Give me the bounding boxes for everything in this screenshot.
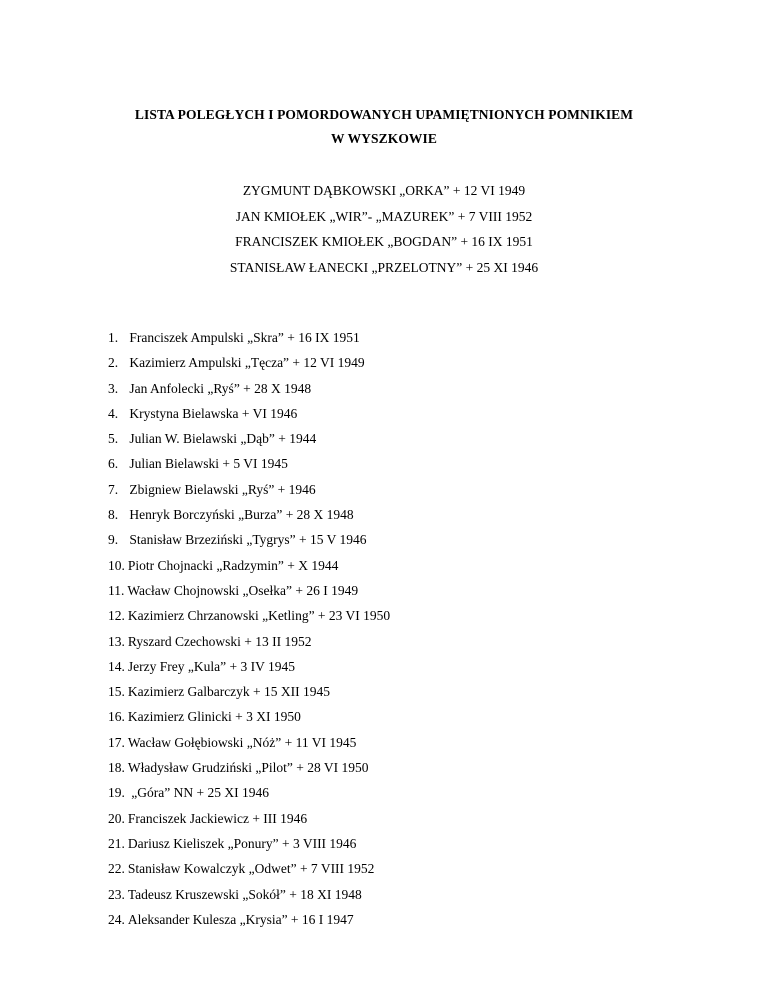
document-title: LISTA POLEGŁYCH I POMORDOWANYCH UPAMIĘTNIONYCH POMNIKIEM [134,107,634,122]
item-text: Kazimierz Glinicki + 3 XI 1950 [127,709,301,725]
item-number: 14. [108,658,125,674]
item-number: 21. [108,835,125,851]
honoree-item: FRANCISZEK KMIOŁEK „BOGDAN” + 16 IX 1951 [235,234,533,249]
item-number: 1. [108,330,119,345]
list-item [108,376,708,401]
list-item [108,578,708,603]
item-number: 2. [108,355,119,371]
list-item [108,780,708,805]
item-text: Franciszek Ampulski „Skra” + 16 IX 1951 [129,330,360,345]
item-number: 20. [108,810,125,826]
item-number: 7. [108,481,119,497]
item-number: 17. [108,734,125,750]
item-text: Zbigniew Bielawski „Ryś” + 1946 [129,481,316,497]
list-item [108,831,708,856]
item-number: 10. [108,557,125,573]
item-text: Julian W. Bielawski „Dąb” + 1944 [129,431,317,447]
item-number: 12. [108,608,125,624]
item-text: Piotr Chojnacki „Radzymin” + X 1944 [127,557,339,573]
item-number: 19. [108,785,125,801]
item-number: 15. [108,684,125,700]
item-text: „Góra” NN + 25 XI 1946 [127,785,269,801]
list-item [108,704,708,729]
item-text: Wacław Gołębiowski „Nóż” + 11 VI 1945 [127,734,357,750]
list-item [108,806,708,831]
list-item [108,350,708,375]
list-item [108,553,708,578]
list-item [108,477,708,502]
item-number: 22. [108,861,125,877]
item-number: 23. [108,886,125,902]
item-number: 8. [108,507,119,523]
item-text: Ryszard Czechowski + 13 II 1952 [127,633,312,649]
item-number: 24. [108,911,125,927]
item-number: 3. [108,380,119,396]
item-number: 18. [108,760,125,776]
item-text: Władysław Grudziński „Pilot” + 28 VI 1950 [127,760,369,776]
item-text: Stanisław Kowalczyk „Odwet” + 7 VIII 1952 [127,861,375,877]
item-text: Kazimierz Ampulski „Tęcza” + 12 VI 1949 [129,355,365,371]
item-text: Wacław Chojnowski „Osełka” + 26 I 1949 [127,582,359,598]
list-item [108,527,708,552]
item-text: Franciszek Jackiewicz + III 1946 [127,810,308,826]
item-text: Aleksander Kulesza „Krysia” + 16 I 1947 [127,911,354,927]
list-item [108,502,708,527]
list-item [108,654,708,679]
list-item [108,325,708,350]
honoree-item: JAN KMIOŁEK „WIR”- „MAZUREK” + 7 VIII 1952 [235,208,533,224]
honoree-list [0,178,768,280]
item-text: Julian Bielawski + 5 VI 1945 [129,456,288,472]
item-number: 11. [108,582,125,598]
list-item [108,603,708,628]
item-number: 16. [108,709,125,725]
list-item [108,629,708,654]
item-text: Henryk Borczyński „Burza” + 28 X 1948 [129,507,354,523]
item-text: Dariusz Kieliszek „Ponury” + 3 VIII 1946 [127,835,357,851]
item-text: Krystyna Bielawska + VI 1946 [129,405,298,421]
document-subtitle: W WYSZKOWIE [330,131,437,146]
item-text: Tadeusz Kruszewski „Sokół” + 18 XI 1948 [127,886,362,902]
list-item [108,907,708,932]
list-item [108,401,708,426]
item-text: Jan Anfolecki „Ryś” + 28 X 1948 [129,380,312,396]
list-item [108,856,708,881]
honoree-item: ZYGMUNT DĄBKOWSKI „ORKA” + 12 VI 1949 [242,183,526,198]
list-item [108,426,708,451]
item-number: 13. [108,633,125,649]
item-number: 5. [108,431,119,447]
list-item [108,679,708,704]
item-number: 4. [108,405,119,421]
victims-list [108,325,708,932]
item-text: Kazimierz Galbarczyk + 15 XII 1945 [127,684,331,700]
item-text: Kazimierz Chrzanowski „Ketling” + 23 VI 1950 [127,608,391,624]
item-text: Jerzy Frey „Kula” + 3 IV 1945 [127,658,295,674]
list-item [108,882,708,907]
item-number: 9. [108,532,119,548]
list-item [108,451,708,476]
list-item [108,730,708,755]
item-text: Stanisław Brzeziński „Tygrys” + 15 V 1946 [129,532,367,548]
honoree-item: STANISŁAW ŁANECKI „PRZELOTNY” + 25 XI 1946 [229,259,539,275]
list-item [108,755,708,780]
item-number: 6. [108,456,119,472]
